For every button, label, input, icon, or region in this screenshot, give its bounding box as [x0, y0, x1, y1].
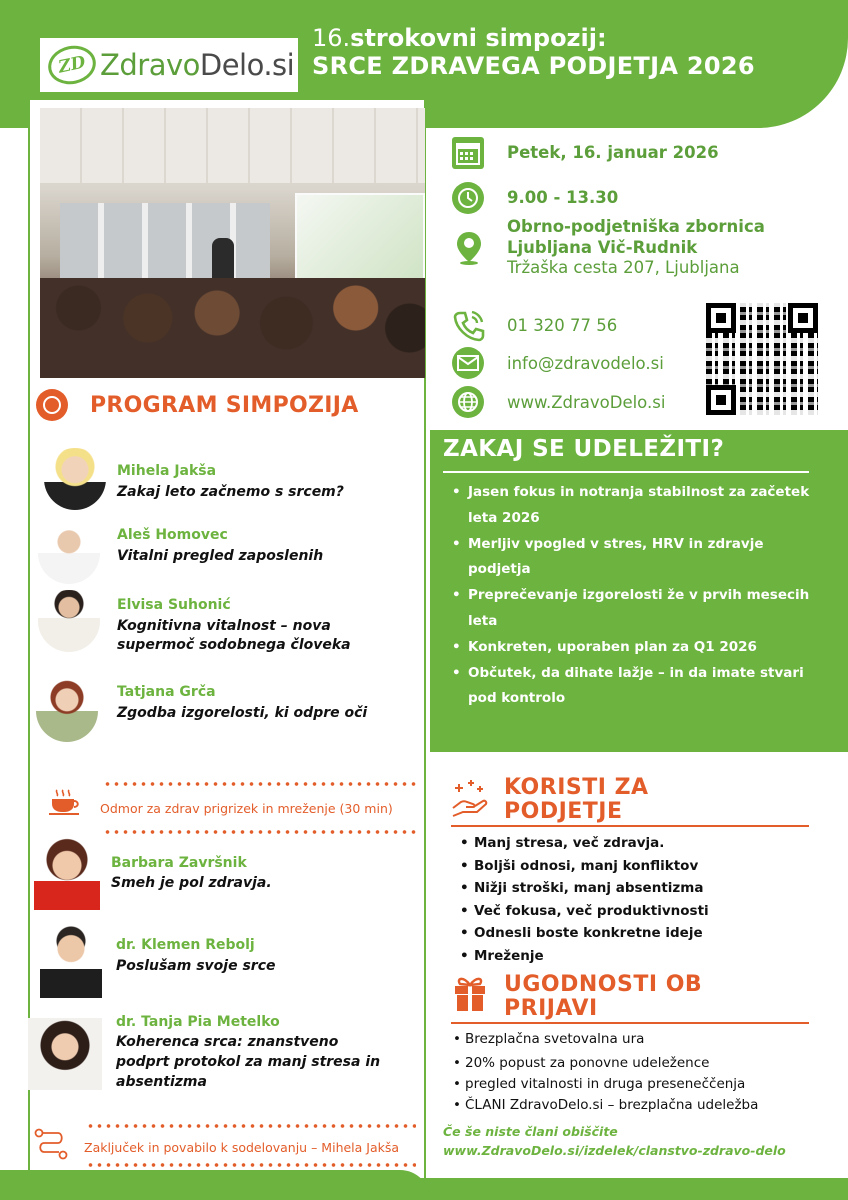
list-item: • Odnesli boste konkretne ideje — [458, 922, 709, 945]
qr-code[interactable] — [706, 303, 818, 415]
perks-title-line1: UGODNOSTI OB — [504, 972, 703, 997]
break-label: Odmor za zdrav prigrizek in mreženje (30 min) — [100, 801, 393, 816]
speaker-name: dr. Tanja Pia Metelko — [116, 1014, 280, 1030]
speaker-topic: Poslušam svoje srce — [116, 958, 276, 974]
speaker-topic: Vitalni pregled zaposlenih — [117, 548, 324, 564]
speaker-topic: Koherenca srca: znanstveno — [116, 1034, 339, 1050]
avatar-barbara-zavrsnik — [34, 838, 100, 910]
benefits-title-line2: PODJETJE — [504, 799, 623, 824]
perks-list — [453, 1029, 758, 1116]
list-item: • Manj stresa, več zdravja. — [458, 832, 709, 855]
calendar-icon — [452, 137, 484, 169]
title-text: strokovni simpozij: — [350, 24, 607, 52]
location-pin-icon — [454, 230, 484, 266]
speaker-topic: supermoč sodobnega človeka — [117, 637, 351, 653]
logo-text-green: Zdravo — [100, 48, 200, 82]
list-item: • Merljiv vpogled v stres, HRV in zdravje podjetja — [452, 532, 822, 584]
benefits-title-line1: KORISTI ZA — [504, 775, 649, 800]
speaker-topic: Kognitivna vitalnost – nova — [117, 618, 331, 634]
logo-mark: ZD — [45, 41, 100, 88]
page-title-line2: SRCE ZDRAVEGA PODJETJA 2026 — [312, 52, 755, 80]
membership-prompt: Če še niste člani obiščite — [443, 1124, 618, 1139]
avatar-klemen-rebolj — [40, 922, 102, 998]
why-attend-underline — [443, 471, 809, 473]
list-item: • Jasen fokus in notranja stabilnost za začetek leta 2026 — [452, 480, 822, 532]
speaker-topic: Zgodba izgorelosti, ki odpre oči — [117, 705, 368, 721]
benefits-underline — [451, 825, 809, 827]
speaker-topic: Smeh je pol zdravja. — [111, 875, 272, 891]
list-item: • Občutek, da dihate lažje – in da imate stvari pod kontrolo — [452, 661, 822, 713]
list-item: • Več fokusa, več produktivnosti — [458, 900, 709, 923]
photo-projection-screen — [295, 193, 425, 288]
why-attend-list — [452, 480, 822, 712]
website-link[interactable]: www.ZdravoDelo.si — [507, 393, 666, 412]
event-date: Petek, 16. januar 2026 — [507, 143, 719, 162]
clock-icon — [452, 182, 484, 214]
dotted-divider — [103, 782, 417, 786]
program-title: PROGRAM SIMPOZIJA — [90, 392, 359, 418]
list-item: • 20% popust za ponovne udeležence — [453, 1053, 758, 1074]
dotted-divider — [103, 830, 417, 834]
speaker-topic: absentizma — [116, 1074, 207, 1090]
list-item: • Nižji stroški, manj absentizma — [458, 877, 709, 900]
event-time: 9.00 - 13.30 — [507, 188, 619, 207]
share-path-icon — [34, 1128, 68, 1160]
stopwatch-icon — [36, 389, 68, 421]
speaker-name: Aleš Homovec — [117, 527, 228, 543]
event-photo — [40, 108, 425, 378]
edition-number: 16. — [312, 24, 351, 52]
venue-name: Obrno-podjetniška zbornica — [507, 217, 765, 236]
photo-audience — [40, 278, 425, 378]
membership-link[interactable]: www.ZdravoDelo.si/izdelek/clanstvo-zdravo-delo — [443, 1143, 786, 1158]
perks-title-line2: PRIJAVI — [504, 996, 598, 1021]
hand-plus-icon — [451, 778, 489, 818]
logo-text — [100, 48, 294, 82]
closing-label: Zaključek in povabilo k sodelovanju – Mihela Jakša — [84, 1140, 400, 1155]
footer-bar-left — [0, 1170, 430, 1200]
coffee-cup-icon — [48, 788, 82, 816]
qr-finder-bottom-left — [706, 385, 736, 415]
list-item: • Preprečevanje izgorelosti že v prvih mesecih leta — [452, 583, 822, 635]
photo-ceiling — [40, 108, 425, 183]
list-item: • Boljši odnosi, manj konfliktov — [458, 855, 709, 878]
speaker-topic: podprt protokol za manj stresa in — [116, 1054, 381, 1070]
benefits-list — [458, 832, 709, 968]
avatar-tanja-pia-metelko — [28, 1018, 102, 1090]
avatar-elvisa-suhonic — [38, 590, 100, 652]
speaker-name: dr. Klemen Rebolj — [116, 937, 255, 953]
speaker-topic: Zakaj leto začnemo s srcem? — [117, 484, 344, 500]
page-title-line1 — [312, 24, 607, 52]
photo-windows — [60, 203, 270, 283]
logo[interactable] — [40, 38, 298, 92]
list-item: • pregled vitalnosti in druga preseneččenja — [453, 1074, 758, 1095]
why-attend-title: ZAKAJ SE UDELEŽITI? — [443, 436, 725, 462]
avatar-mihela-jaksa — [44, 448, 106, 510]
list-item: • Brezplačna svetovalna ura — [453, 1029, 758, 1050]
gift-icon — [452, 972, 488, 1012]
list-item: • Mreženje — [458, 945, 709, 968]
dotted-divider — [86, 1163, 416, 1167]
list-item: • ČLANI ZdravoDelo.si – brezplačna udeležba — [453, 1095, 758, 1116]
speaker-name: Mihela Jakša — [117, 463, 217, 479]
perks-underline — [451, 1022, 809, 1024]
avatar-tatjana-grca — [36, 680, 98, 742]
venue-address: Tržaška cesta 207, Ljubljana — [507, 258, 740, 277]
globe-icon — [452, 386, 484, 418]
email-link[interactable]: info@zdravodelo.si — [507, 354, 664, 373]
phone-number[interactable]: 01 320 77 56 — [507, 316, 618, 335]
qr-finder-top-right — [788, 303, 818, 333]
speaker-name: Barbara Završnik — [111, 855, 247, 871]
list-item: • Konkreten, uporaben plan za Q1 2026 — [452, 635, 822, 661]
phone-icon — [452, 309, 486, 343]
speaker-name: Elvisa Suhonić — [117, 597, 231, 613]
email-icon — [452, 347, 484, 379]
program-heading — [36, 389, 359, 421]
speaker-name: Tatjana Grča — [117, 684, 216, 700]
logo-text-gray: Delo.si — [199, 48, 295, 82]
avatar-ales-homovec — [38, 522, 100, 584]
venue-location: Ljubljana Vič-Rudnik — [507, 238, 698, 257]
qr-finder-top-left — [706, 303, 736, 333]
dotted-divider — [86, 1124, 416, 1128]
